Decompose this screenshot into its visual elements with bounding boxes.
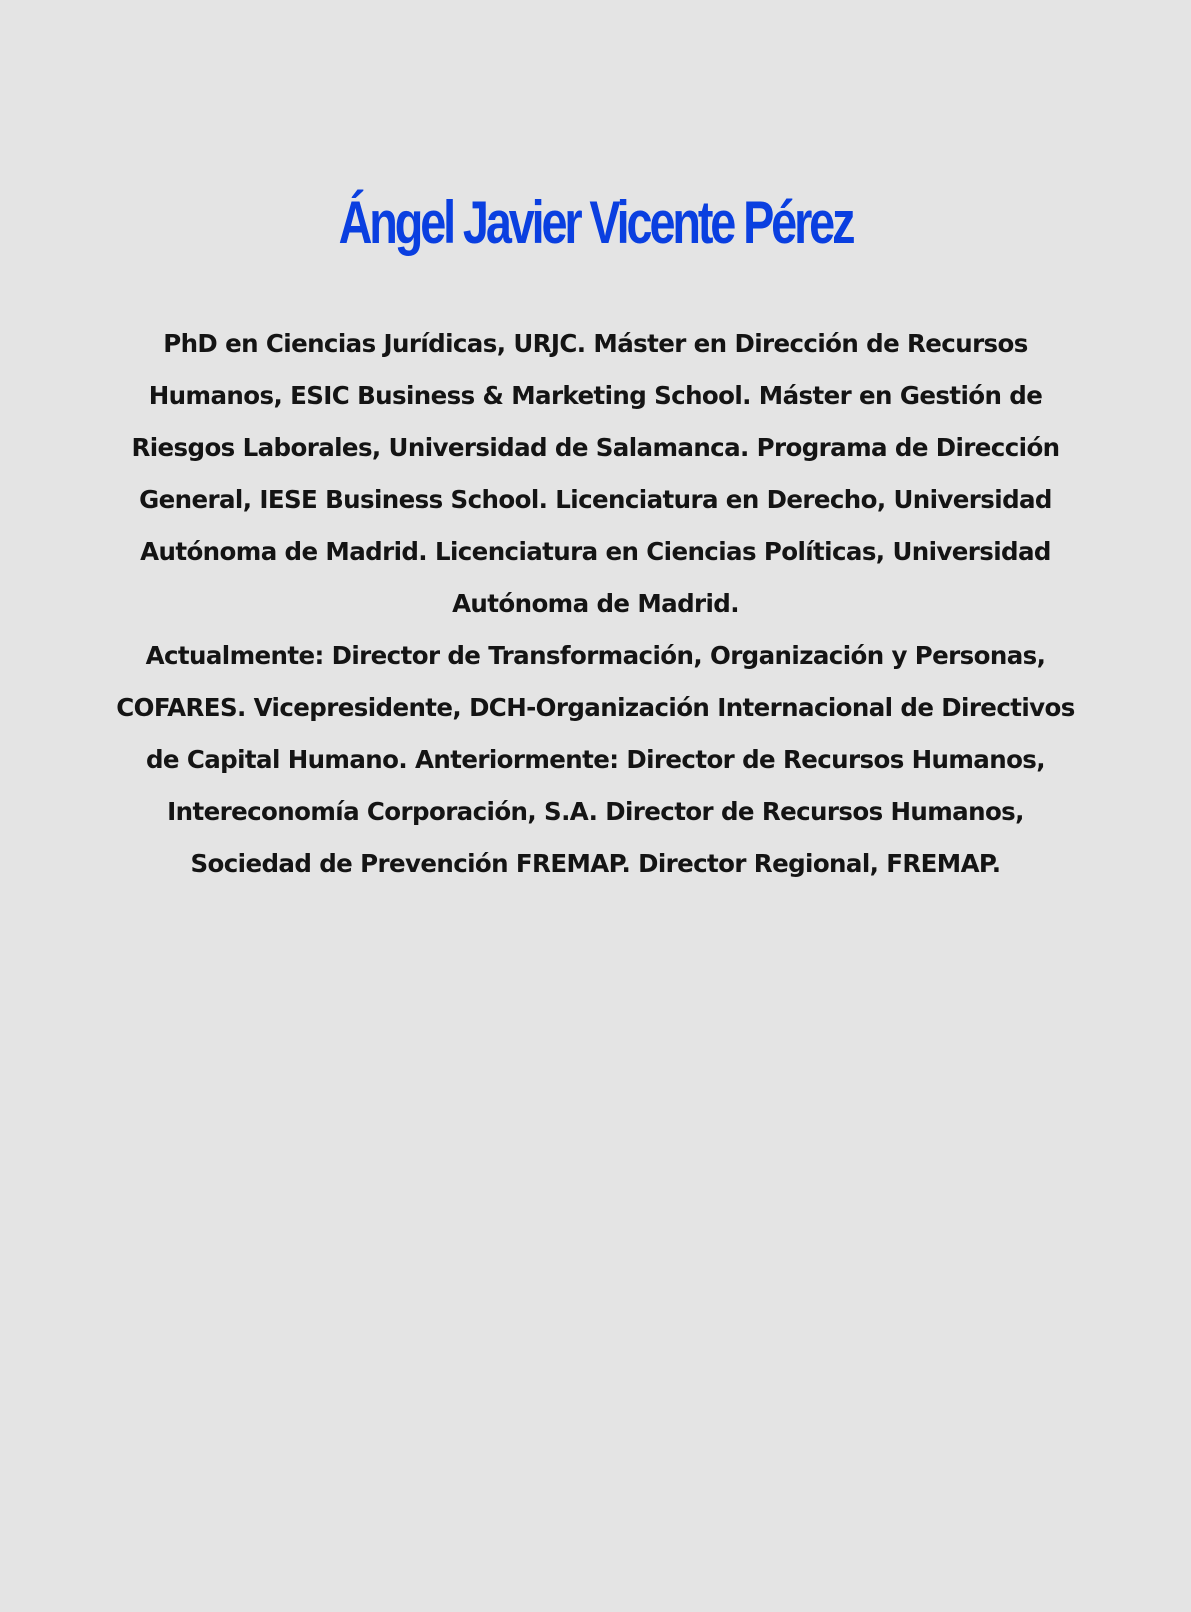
career-paragraph: Actualmente: Director de Transformación, Organización y Personas, COFARES. Vicepresidente, DCH-Organización Internacional de Directivos de Capital Humano. Anteriormente: Director de Recursos Humanos, Intereconomía Corporación, S.A. Director de Recursos Humanos, Sociedad de Prevención FREMAP. Director Regional, FREMAP.	[116, 641, 1075, 878]
person-name: Ángel Javier Vicente Pérez	[338, 189, 853, 256]
education-paragraph: PhD en Ciencias Jurídicas, URJC. Máster en Dirección de Recursos Humanos, ESIC Business & Marketing School. Máster en Gestión de Riesgos Laborales, Universidad de Salamanca. Programa de Dirección General, IESE Business School. Licenciatura en Derecho, Universidad Autónoma de Madrid. Licenciatura en Ciencias Políticas, Universidad Autónoma de Madrid.	[131, 329, 1060, 618]
biography	[105, 318, 1086, 890]
